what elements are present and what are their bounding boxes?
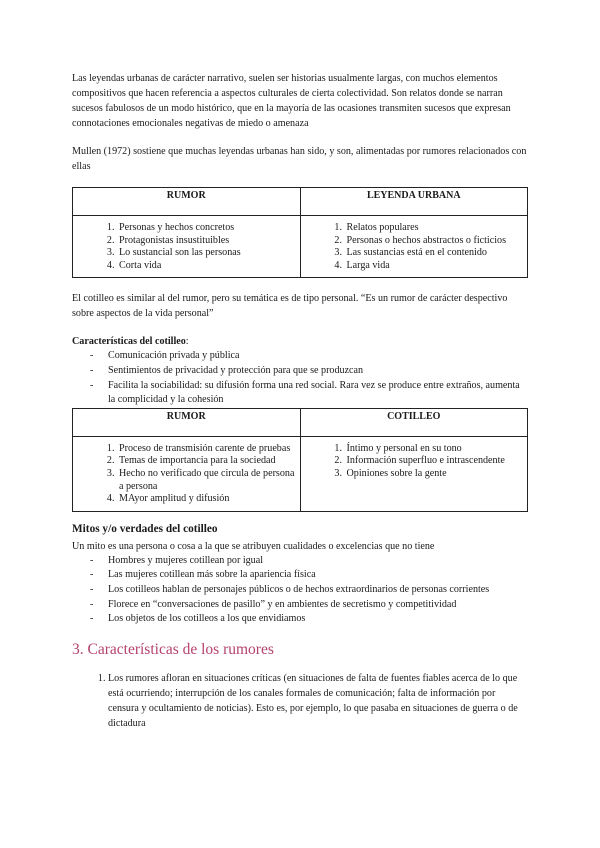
list-item: - Los cotilleos hablan de personajes públicos o de hechos extraordinarios de personas corrientes	[72, 583, 528, 598]
list-item: 3. Opiniones sobre la gente	[345, 468, 524, 481]
mitos-heading: Mitos y/o verdades del cotilleo	[72, 522, 218, 535]
table2-col1-cell	[73, 436, 301, 511]
rumor-cotilleo-table	[72, 408, 528, 512]
list-item: 3. Las sustancias está en el contenido	[345, 247, 524, 260]
list-item: 1. Los rumores afloran en situaciones críticas (en situaciones de falta de fuentes fiables acerca de lo que está ocurriendo; interrupción de los canales formales de comunicación; falta de información por censura y ocultamiento de noticias). Esto es, por ejemplo, lo que pasaba en situaciones de guerra o de dictadura	[108, 671, 528, 731]
list-item: 1. Proceso de transmisión carente de pruebas	[117, 443, 296, 456]
caracteristicas-heading	[72, 334, 528, 349]
intro-paragraph: Las leyendas urbanas de carácter narrativo, suelen ser historias usualmente largas, con muchos elementos compositivos que hacen referencia a aspectos culturales de cierta colectividad. Son relatos donde se narran sucesos fabulosos de un modo histórico, que en la mayoría de las ocasiones transmiten sucesos que expresan connotaciones emocionales negativas de miedo o amenaza	[72, 73, 511, 129]
table1-col1-cell	[73, 216, 301, 278]
mullen-paragraph: Mullen (1972) sostiene que muchas leyendas urbanas han sido, y son, alimentadas por rumores relacionados con ellas	[72, 146, 527, 172]
list-item: 4. Corta vida	[117, 260, 296, 273]
document-page	[72, 71, 528, 731]
list-item: - Los objetos de los cotilleos a los que envidiamos	[72, 612, 528, 627]
list-item: 2. Personas o hechos abstractos o ficticios	[345, 235, 524, 248]
table1-col2-cell	[300, 216, 528, 278]
table1-header-leyenda: LEYENDA URBANA	[300, 188, 528, 216]
list-item: 1. Íntimo y personal en su tono	[345, 443, 524, 456]
list-item: - Comunicación privada y pública	[72, 349, 528, 364]
list-item: - Hombres y mujeres cotillean por igual	[72, 554, 528, 569]
list-item: - Sentimientos de privacidad y protección para que se produzcan	[72, 364, 528, 379]
list-item: 2. Temas de importancia para la sociedad	[117, 455, 296, 468]
table2-header-cotilleo: COTILLEO	[300, 408, 528, 436]
caracteristicas-heading-text: Características del cotilleo	[72, 336, 186, 348]
list-item: 3. Hecho no verificado que circula de persona a persona	[117, 468, 296, 493]
list-item: 4. MAyor amplitud y difusión	[117, 493, 296, 506]
table1-header-rumor: RUMOR	[73, 188, 301, 216]
list-item: - Florece en “conversaciones de pasillo” y en ambientes de secretismo y competitividad	[72, 598, 528, 613]
list-item: 2. Protagonistas insustituibles	[117, 235, 296, 248]
section3-heading: 3. Características de los rumores	[72, 640, 274, 658]
table2-col2-cell	[300, 436, 528, 511]
list-item: - Facilita la sociabilidad: su difusión forma una red social. Rara vez se produce entre extraños, aumenta la complicidad y la cohesión	[72, 379, 528, 408]
caracteristicas-list	[72, 349, 528, 407]
mitos-list	[72, 554, 528, 627]
list-item: 2. Información superfluo e intrascendente	[345, 455, 524, 468]
table2-header-rumor: RUMOR	[73, 408, 301, 436]
list-item: 3. Lo sustancial son las personas	[117, 247, 296, 260]
rumor-leyenda-table	[72, 187, 528, 278]
caracteristicas-colon: :	[185, 336, 189, 348]
section3-list	[72, 671, 528, 731]
list-item: 1. Personas y hechos concretos	[117, 222, 296, 235]
mitos-intro: Un mito es una persona o cosa a la que se atribuyen cualidades o excelencias que no tiene	[72, 540, 435, 552]
cotilleo-paragraph: El cotilleo es similar al del rumor, pero su temática es de tipo personal. “Es un rumor de carácter despectivo sobre aspectos de la vida personal”	[72, 293, 508, 320]
list-item: 4. Larga vida	[345, 260, 524, 273]
list-item: 1. Relatos populares	[345, 222, 524, 235]
list-item: - Las mujeres cotillean más sobre la apariencia física	[72, 568, 528, 583]
